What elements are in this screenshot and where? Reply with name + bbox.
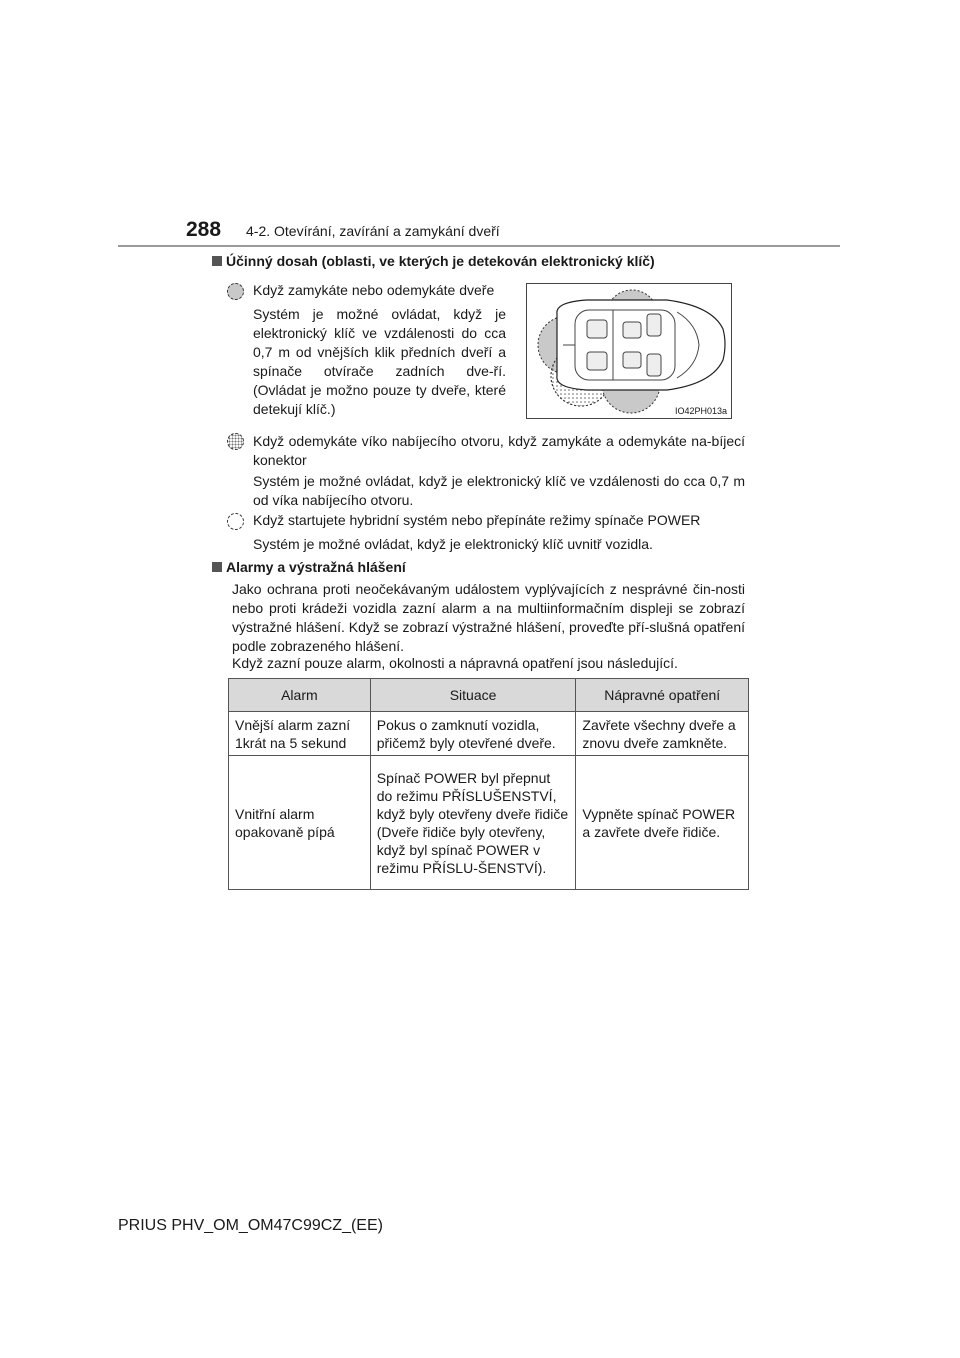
page-number: 288 bbox=[186, 218, 222, 241]
zone-2-text: Systém je možné ovládat, když je elektronický klíč ve vzdálenosti do cca 0,7 m od víka nabíjecího otvoru. bbox=[253, 473, 745, 508]
table-cell: Vypněte spínač POWER a zavřete dveře řidiče. bbox=[576, 756, 749, 890]
table-cell: Vnitřní alarm opakovaně pípá bbox=[229, 756, 371, 890]
alarm-section-heading bbox=[212, 559, 406, 575]
header-rule bbox=[118, 245, 840, 247]
alarm-paragraph-1: Jako ochrana proti neočekávaným událostem vyplývajících z nesprávné čin-nosti nebo proti krádeži vozidla zazní alarm a na multiinformačním displeji se zobrazí výstražné hlášení. Když se zobrazí výstražné hlášení, proveďte pří-slušná opatření podle zobrazeného hlášení. bbox=[232, 581, 745, 654]
alarm-heading-text: Alarmy a výstražná hlášení bbox=[226, 559, 406, 575]
square-bullet-icon bbox=[212, 256, 222, 266]
zone-2-title: Když odemykáte víko nabíjecího otvoru, když zamykáte a odemykáte na-bíjecí konektor bbox=[253, 433, 745, 468]
zone-1-title: Když zamykáte nebo odemykáte dveře bbox=[253, 282, 495, 298]
table-cell: Spínač POWER byl přepnut do režimu PŘÍSLUŠENSTVÍ, když byly otevřeny dveře řidiče (Dveře řidiče byly otevřeny, když byl spínač POWER v režimu PŘÍSLU-ŠENSTVÍ). bbox=[370, 756, 576, 890]
range-heading-text: Účinný dosah (oblasti, ve kterých je detekován elektronický klíč) bbox=[226, 253, 655, 269]
car-top-view-icon bbox=[527, 284, 731, 418]
header-alarm: Alarm bbox=[229, 679, 371, 712]
footer-manual-code: PRIUS PHV_OM_OM47C99CZ_(EE) bbox=[118, 1217, 383, 1234]
zone-dotted-icon bbox=[227, 433, 244, 450]
header-situation: Situace bbox=[370, 679, 576, 712]
table-cell: Zavřete všechny dveře a znovu dveře zamkněte. bbox=[576, 712, 749, 756]
zone-3-title: Když startujete hybridní systém nebo přepínáte režimy spínače POWER bbox=[253, 512, 701, 528]
table-header-row bbox=[229, 679, 749, 712]
range-section-heading bbox=[212, 253, 655, 269]
zone-grey-icon bbox=[227, 283, 244, 300]
header-action: Nápravné opatření bbox=[576, 679, 749, 712]
table-cell: Pokus o zamknutí vozidla, přičemž byly otevřené dveře. bbox=[370, 712, 576, 756]
figure-code: IO42PH013a bbox=[674, 406, 727, 416]
table-cell: Vnější alarm zazní 1krát na 5 sekund bbox=[229, 712, 371, 756]
zone-1-text: Systém je možné ovládat, když je elektronický klíč ve vzdálenosti do cca 0,7 m od vnějších klik předních dveří a spínače otvírače zadních dve-ří. (Ovládat je možno pouze ty dveře, které detekují klíč.) bbox=[253, 306, 506, 417]
zone-3-text: Systém je možné ovládat, když je elektronický klíč uvnitř vozidla. bbox=[253, 536, 653, 552]
table-row bbox=[229, 756, 749, 890]
zone-white-icon bbox=[227, 513, 244, 530]
square-bullet-icon bbox=[212, 562, 222, 572]
chapter-title: 4-2. Otevírání, zavírání a zamykání dveří bbox=[246, 223, 500, 239]
alarm-table bbox=[228, 678, 749, 890]
range-figure bbox=[526, 283, 732, 419]
alarm-paragraph-2: Když zazní pouze alarm, okolnosti a nápravná opatření jsou následující. bbox=[232, 655, 678, 671]
table-row bbox=[229, 712, 749, 756]
